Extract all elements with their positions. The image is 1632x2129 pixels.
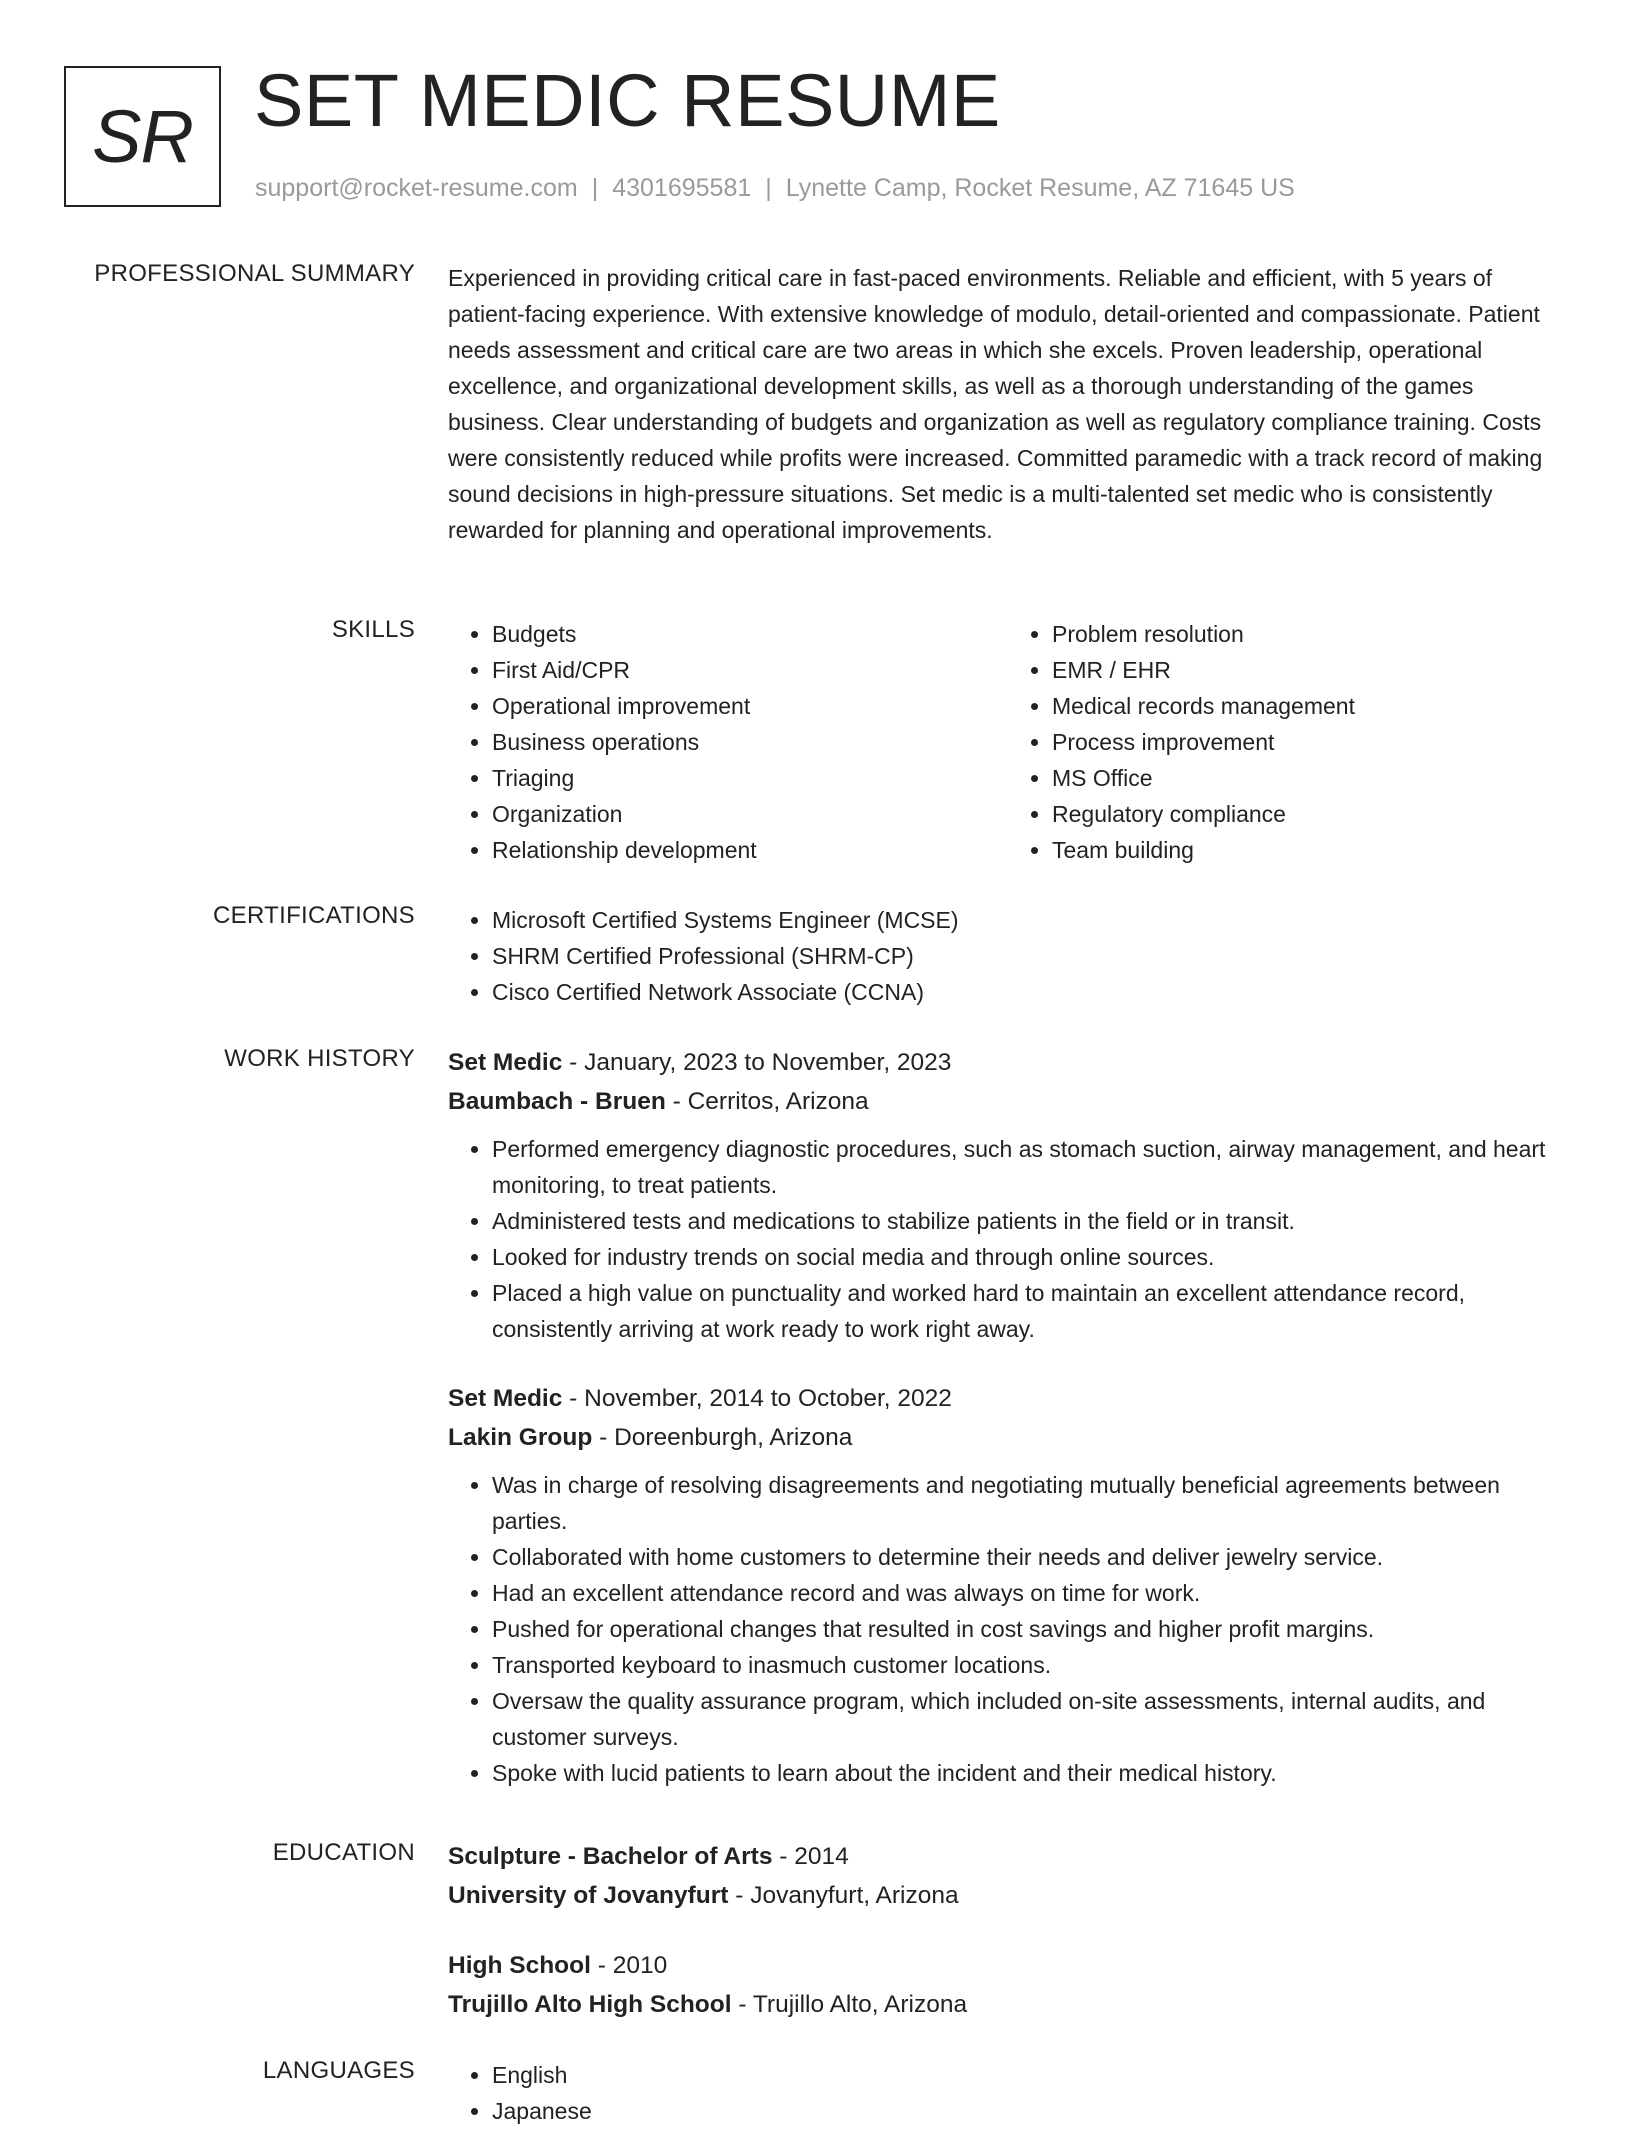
section-title: LANGUAGES — [262, 2057, 415, 2084]
certification-item: • Cisco Certified Network Associate (CCNA) — [492, 974, 1568, 1010]
skill-item: • EMR / EHR — [1052, 652, 1568, 688]
section-title: SKILLS — [331, 616, 415, 643]
language-item: • English — [492, 2057, 1568, 2093]
skill-item: • First Aid/CPR — [492, 652, 1008, 688]
job-bullet: • Had an excellent attendance record and was always on time for work. — [492, 1575, 1568, 1611]
skills-list-left — [448, 616, 1008, 868]
job-bullet: • Placed a high value on punctuality and worked hard to maintain an excellent attendance record, consistently arriving at work ready to work right away. — [492, 1275, 1568, 1347]
education-school-line — [448, 1985, 1568, 2024]
job-company-line — [448, 1418, 1568, 1457]
skill-item: • Medical records management — [1052, 688, 1568, 724]
education-year: - 2010 — [590, 1952, 668, 1979]
education-degree-line — [448, 1837, 1568, 1876]
job-bullet: • Collaborated with home customers to determine their needs and deliver jewelry service. — [492, 1539, 1568, 1575]
skills-list-right — [1008, 616, 1568, 868]
section-title: CERTIFICATIONS — [213, 902, 415, 929]
job-location: - Cerritos, Arizona — [665, 1088, 869, 1115]
skill-item: • Organization — [492, 796, 1008, 832]
education-entry — [448, 1946, 1568, 2024]
languages-list — [448, 2057, 1568, 2129]
certifications-body — [448, 902, 1568, 1010]
job-bullet: • Was in charge of resolving disagreements and negotiating mutually beneficial agreements between parties. — [492, 1467, 1568, 1539]
resume-title: SET MEDIC RESUME — [254, 59, 1001, 142]
section-title: WORK HISTORY — [224, 1045, 415, 1072]
contact-line — [255, 174, 1295, 203]
skill-item: • MS Office — [1052, 760, 1568, 796]
skill-item: • Business operations — [492, 724, 1008, 760]
language-item: • Japanese — [492, 2093, 1568, 2129]
job-title-line — [448, 1043, 1568, 1082]
education-degree-line — [448, 1946, 1568, 1985]
skill-item: • Team building — [1052, 832, 1568, 868]
contact-email[interactable]: support@rocket-resume.com — [255, 174, 578, 202]
education-school: University of Jovanyfurt — [448, 1882, 729, 1909]
job-bullet: • Oversaw the quality assurance program, which included on-site assessments, internal audits, and customer surveys. — [492, 1683, 1568, 1755]
section-title: EDUCATION — [272, 1839, 415, 1866]
job-bullet: • Performed emergency diagnostic procedures, such as stomach suction, airway management, and heart monitoring, to treat patients. — [492, 1131, 1568, 1203]
contact-separator: | — [591, 174, 599, 202]
contact-phone[interactable]: 4301695581 — [612, 174, 752, 202]
certification-item: • SHRM Certified Professional (SHRM-CP) — [492, 938, 1568, 974]
job-bullet: • Administered tests and medications to stabilize patients in the field or in transit. — [492, 1203, 1568, 1239]
certifications-list — [448, 902, 1568, 1010]
summary-text: Experienced in providing critical care in fast-paced environments. Reliable and efficient, with 5 years of patient-facing experience. With extensive knowledge of modulo, detail-oriented and compassionate. Patient needs assessment and critical care are two areas in which she excels. Proven leadership, operational excellence, and organizational development skills, as well as a thorough understanding of the games business. Clear understanding of budgets and organization as well as regulatory compliance training. Costs were consistently reduced while profits were increased. Committed paramedic with a track record of making sound decisions in high-pressure situations. Set medic is a multi-talented set medic who is consistently rewarded for planning and operational improvements. — [448, 265, 1543, 543]
job-bullet: • Pushed for operational changes that resulted in cost savings and higher profit margins. — [492, 1611, 1568, 1647]
education-entry — [448, 1837, 1568, 1915]
education-body — [448, 1837, 1568, 2024]
skill-item: • Operational improvement — [492, 688, 1008, 724]
skill-item: • Relationship development — [492, 832, 1008, 868]
job-location: - Doreenburgh, Arizona — [592, 1424, 853, 1451]
education-year: - 2014 — [772, 1843, 849, 1870]
skill-item: • Regulatory compliance — [1052, 796, 1568, 832]
contact-address: Lynette Camp, Rocket Resume, AZ 71645 US — [785, 174, 1295, 202]
section-title: PROFESSIONAL SUMMARY — [94, 260, 415, 287]
job-entry — [448, 1043, 1568, 1347]
job-bullet: • Spoke with lucid patients to learn about the incident and their medical history. — [492, 1755, 1568, 1791]
job-entry — [448, 1379, 1568, 1791]
job-company: Baumbach - Bruen — [448, 1088, 666, 1115]
job-company-line — [448, 1082, 1568, 1121]
job-bullet: • Transported keyboard to inasmuch customer locations. — [492, 1647, 1568, 1683]
job-bullets — [448, 1467, 1568, 1791]
monogram-badge: SR — [64, 66, 221, 207]
education-school-line — [448, 1876, 1568, 1915]
education-degree: Sculpture - Bachelor of Arts — [448, 1843, 773, 1870]
skill-item: • Process improvement — [1052, 724, 1568, 760]
job-company: Lakin Group — [448, 1424, 593, 1451]
job-bullets — [448, 1131, 1568, 1347]
skill-item: • Triaging — [492, 760, 1008, 796]
education-degree: High School — [448, 1952, 591, 1979]
languages-body — [448, 2057, 1568, 2129]
work-history-body — [448, 1043, 1568, 1791]
resume-header — [64, 59, 1564, 211]
job-dates: - November, 2014 to October, 2022 — [562, 1385, 952, 1412]
skill-item: • Budgets — [492, 616, 1008, 652]
job-bullet: • Looked for industry trends on social media and through online sources. — [492, 1239, 1568, 1275]
skills-columns — [448, 616, 1568, 868]
job-title-line — [448, 1379, 1568, 1418]
job-role: Set Medic — [448, 1385, 563, 1412]
skill-item: • Problem resolution — [1052, 616, 1568, 652]
education-location: - Trujillo Alto, Arizona — [731, 1991, 968, 2018]
certification-item: • Microsoft Certified Systems Engineer (MCSE) — [492, 902, 1568, 938]
job-dates: - January, 2023 to November, 2023 — [562, 1049, 952, 1076]
job-role: Set Medic — [448, 1049, 563, 1076]
education-school: Trujillo Alto High School — [448, 1991, 732, 2018]
contact-separator: | — [765, 174, 772, 202]
education-location: - Jovanyfurt, Arizona — [728, 1882, 959, 1909]
